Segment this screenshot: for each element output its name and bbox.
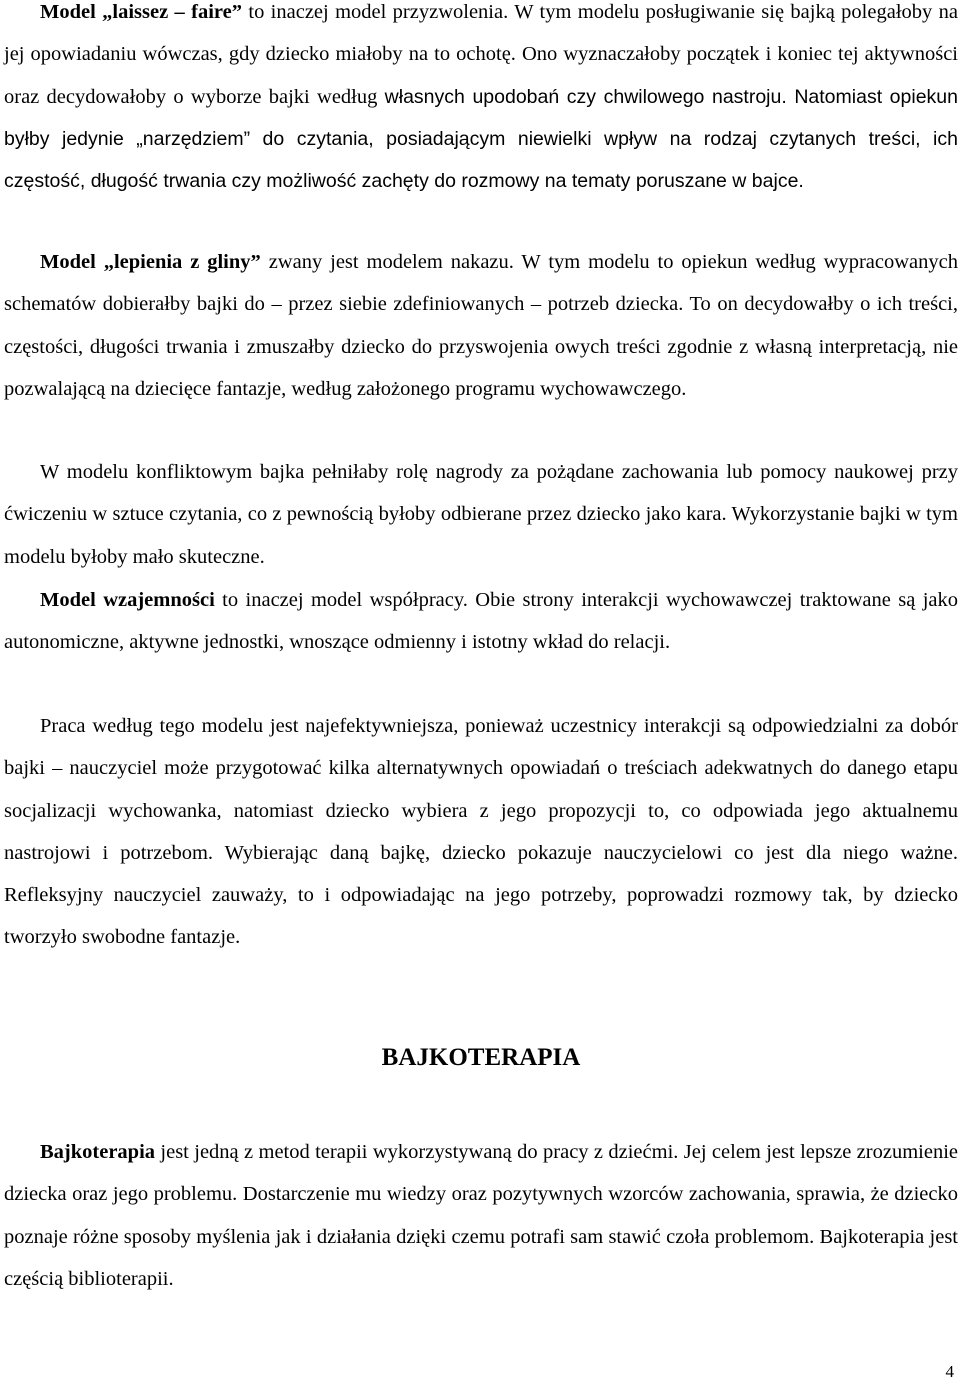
term-model-wzajemnosci: Model wzajemności bbox=[40, 589, 215, 611]
paragraph-text: to inaczej model współpracy. Obie strony interakcji wychowawczej traktowane są jako autonomiczne, aktywne jednostki, wnoszące odmienny i istotny wkład do relacji. bbox=[4, 589, 958, 654]
paragraph-lepienia-z-gliny bbox=[4, 241, 958, 410]
paragraph-text: W modelu konfliktowym bajka pełniłaby rolę nagrody za pożądane zachowania lub pomocy naukowej przy ćwiczeniu w sztuce czytania, co z pewnością byłoby odbierane przez dziecko jako kara. Wykorzystanie bajki w tym modelu byłoby mało skuteczne. bbox=[4, 461, 958, 568]
paragraph-text: Praca według tego modelu jest najefektywniejsza, ponieważ uczestnicy interakcji są odpowiedzialni za dobór bajki – nauczyciel może przygotować kilka alternatywnych opowiadań o treściach adekwatnych do danego etapu socjalizacji wychowanka, natomiast dziecko wybiera z jego propozycji to, co odpowiada jego aktualnemu nastrojowi i potrzebom. Wybierając daną bajkę, dziecko pokazuje nauczycielowi co jest dla niego ważne. Refleksyjny nauczyciel zauważy, to i odpowiadając na jego potrzeby, poprowadzi rozmowy tak, by dziecko tworzyło swobodne fantazje. bbox=[4, 715, 958, 949]
term-laissez-faire: Model „laissez – faire” bbox=[40, 1, 243, 23]
term-lepienia-z-gliny: Model „lepienia z gliny” bbox=[40, 251, 261, 273]
paragraph-model-wzajemnosci bbox=[4, 579, 958, 664]
paragraph-model-konfliktowy bbox=[4, 451, 958, 578]
page-number: 4 bbox=[945, 1362, 954, 1381]
paragraph-laissez-faire bbox=[4, 0, 958, 202]
paragraph-text: jest jedną z metod terapii wykorzystywaną do pracy z dziećmi. Jej celem jest lepsze zrozumienie dziecka oraz jego problemu. Dostarczenie mu wiedzy oraz pozytywnych wzorców zachowania, sprawia, że dziecko poznaje różne sposoby myślenia jak i działania dzięki czemu potrafi sam stawić czoła problemom. Bajkoterapia jest częścią biblioterapii. bbox=[4, 1141, 958, 1290]
paragraph-text: to inaczej model przyzwolenia. W tym modelu posługiwanie się bajką polegałoby na jej opowiadaniu wówczas, gdy dziecko miałoby na to ochotę. Ono wyznaczałoby początek i koniec tej aktywności oraz decydowałoby o wyborze bajki według bbox=[4, 1, 958, 108]
paragraph-text: zwany jest modelem nakazu. W tym modelu to opiekun według wypracowanych schematów dobierałby bajki do – przez siebie zdefiniowanych – potrzeb dziecka. To on decydowałby o ich treści, częstości, długości trwania i zmuszałby dziecko do przyswojenia owych treści zgodnie z własną interpretacją, nie pozwalającą na dziecięce fantazje, według założonego programu wychowawczego. bbox=[4, 251, 958, 400]
paragraph-text-sans: własnych upodobań czy chwilowego nastroju. Natomiast opiekun byłby jedynie „narzędziem” do czytania, posiadającym niewielki wpływ na rodzaj czytanych treści, ich częstość, długość trwania czy możliwość zachęty do rozmowy na tematy poruszane w bajce. bbox=[4, 85, 958, 193]
section-heading: BAJKOTERAPIA bbox=[381, 1044, 581, 1071]
term-bajkoterapia: Bajkoterapia bbox=[40, 1141, 156, 1163]
paragraph-bajkoterapia bbox=[4, 1131, 958, 1300]
paragraph-praca-wedlug-modelu bbox=[4, 705, 958, 959]
